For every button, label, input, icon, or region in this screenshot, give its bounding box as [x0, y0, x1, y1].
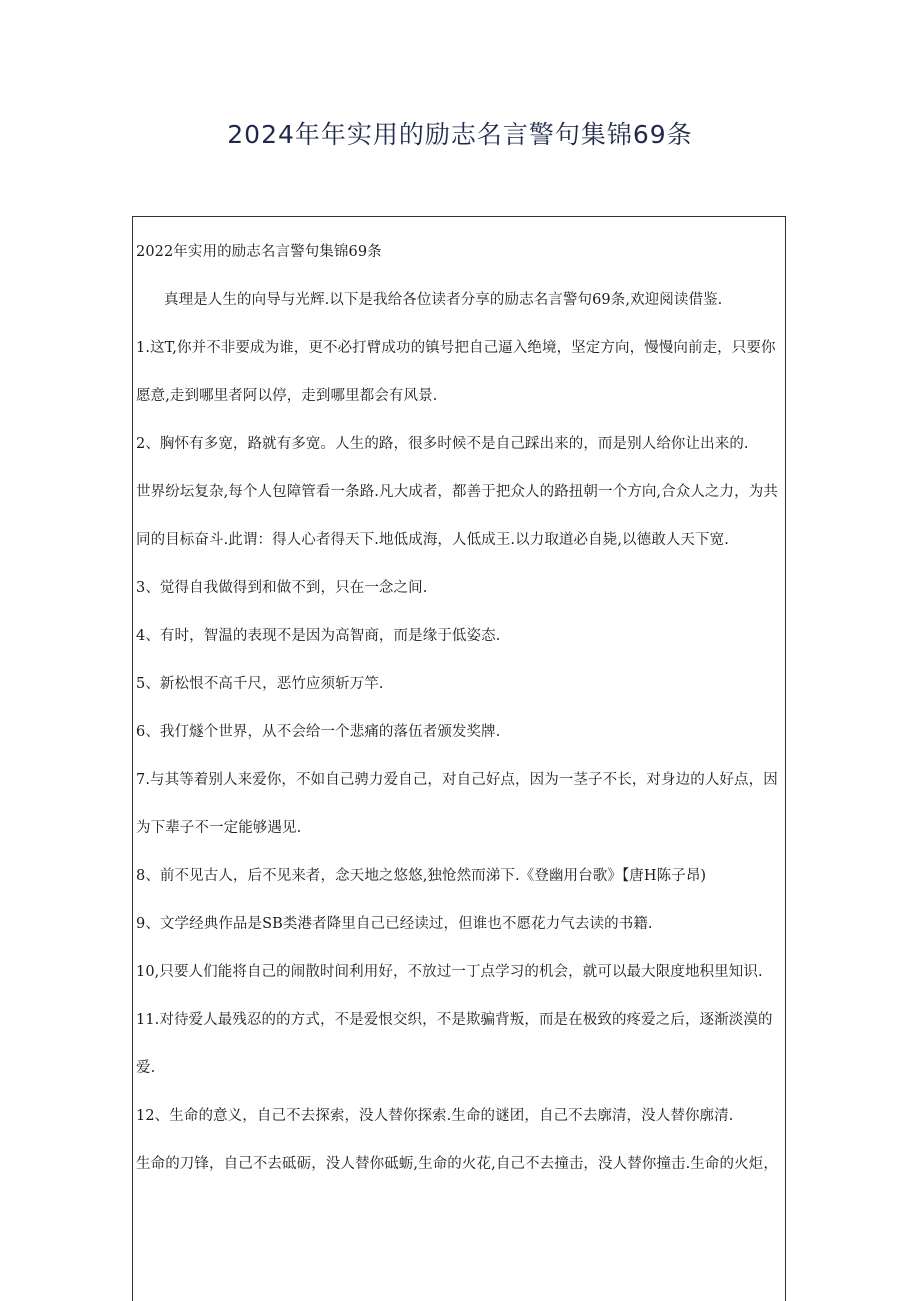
text-line: 8、前不见古人，后不见来者，念天地之悠悠,独怆然而涕下.《登幽用台歌》【唐H陈子昂) [136, 868, 707, 884]
text-line: 9、文学经典作品是SB类港者降里自己已经读过，但谁也不愿花力气去读的书籍. [136, 916, 653, 932]
text-line: 愿意,走到哪里者阿以停，走到哪里都会有风景. [136, 388, 438, 404]
text-line: 世界纷坛复杂,每个人包障管看一条路.凡大成者，都善于把众人的路扭朝一个方向,合众人之力，为共 [136, 484, 778, 500]
text-line: 为下辈子不一定能够遇见. [136, 820, 302, 836]
text-line: 爱. [136, 1060, 156, 1076]
text-line: 10,只要人们能将自己的闹散时间利用好，不放过一丁点学习的机会，就可以最大限度地积里知识. [136, 964, 763, 980]
text-line: 3、觉得自我做得到和做不到，只在一念之间. [136, 580, 428, 596]
content-body [133, 228, 785, 1188]
text-line: 6、我仃燧个世界，从不会给一个悲痛的落伍者颁发奖牌. [136, 724, 501, 740]
text-line: 5、新松恨不高千尺，恶竹应须斩万竿. [136, 676, 384, 692]
text-line: 7.与其等着别人来爱你，不如自己骋力爱自己，对自己好点，因为一茎子不长，对身边的人好点，因 [136, 772, 778, 788]
text-line: 1.这T,你并不非要成为谁，更不必打臂成功的镇号把自己逼入绝境，坚定方向，慢慢向前走，只要你 [136, 340, 776, 356]
text-line: 2、胸怀有多宽，路就有多宽。人生的路，很多时候不是自己踩出来的，而是别人给你让出来的. [136, 436, 749, 452]
intro-paragraph: 真理是人生的向导与光辉.以下是我给各位读者分享的励志名言警句69条,欢迎阅读借鉴. [164, 292, 723, 308]
text-line: 11.对待爱人最残忍的的方式，不是爱恨交织，不是欺骗背叛，而是在极致的疼爱之后，逐渐淡漠的 [136, 1012, 773, 1028]
text-line: 12、生命的意义，自己不去探索，没人替你探索.生命的谜团，自己不去廓清，没人替你廓清. [136, 1108, 734, 1124]
text-line: 同的目标奋斗.此谓：得人心者得天下.地低成海，人低成王.以力取道必自毙,以德敢人天下宽. [136, 532, 729, 548]
content-frame [132, 216, 786, 1301]
text-line: 4、有时，智温的表现不是因为高智商，而是缘于低姿态. [136, 628, 501, 644]
text-line: 生命的刀锋，自己不去砥砺，没人替你砥蛎,生命的火花,自己不去撞击，没人替你撞击.生命的火炬， [136, 1156, 778, 1172]
document-title: 2024年年实用的励志名言警句集锦69条 [227, 120, 693, 149]
subtitle-line: 2022年实用的励志名言警句集锦69条 [136, 244, 382, 260]
